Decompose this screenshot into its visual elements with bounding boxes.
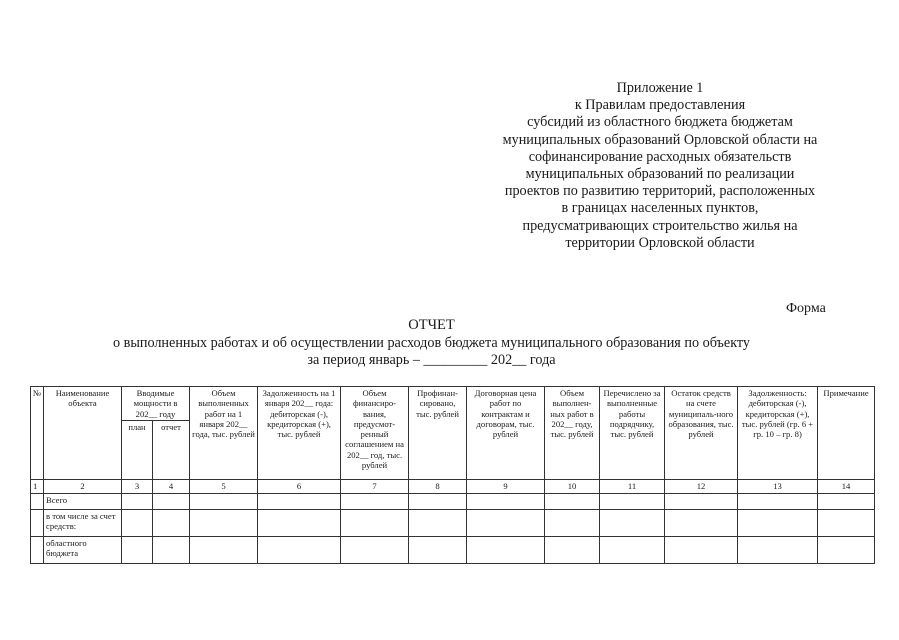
- appendix-line: к Правилам предоставления: [574, 97, 746, 114]
- appendix-line: проектов по развитию территорий, расположенных: [504, 183, 816, 200]
- column-number: 2: [44, 479, 122, 493]
- column-number: 3: [122, 479, 153, 493]
- header-actual: отчет: [153, 420, 190, 479]
- row-label-regional-budget: областного бюджета: [44, 536, 122, 563]
- table-cell: [665, 509, 738, 536]
- column-number: 9: [467, 479, 545, 493]
- column-number: 4: [153, 479, 190, 493]
- table-cell: [467, 509, 545, 536]
- report-table: [30, 386, 875, 564]
- report-period: за период январь – _________ 202__ года: [307, 352, 556, 368]
- appendix-header: [480, 80, 840, 252]
- table-cell: [738, 493, 818, 509]
- table-cell: [738, 509, 818, 536]
- table-cell: [818, 493, 875, 509]
- table-cell: [467, 493, 545, 509]
- column-number-row: [31, 479, 875, 493]
- table-cell: [818, 536, 875, 563]
- appendix-line: предусматривающих строительство жилья на: [522, 217, 798, 234]
- table-cell: [258, 493, 341, 509]
- header-transferred: Перечислено за выполненные работы подрядчику, тыс. рублей: [600, 387, 665, 480]
- table-row: [31, 493, 875, 509]
- header-balance: Остаток средств на счете муниципаль-ного образования, тыс. рублей: [665, 387, 738, 480]
- header-capacity: Вводимые мощности в 202__ году: [122, 387, 190, 421]
- table-cell: [153, 536, 190, 563]
- column-number: 5: [190, 479, 258, 493]
- header-note: Примечание: [818, 387, 875, 480]
- header-fin-volume: Объем финансиро-вания, предусмот-ренный соглашением на 202__ год, тыс. рублей: [341, 387, 409, 480]
- table-cell: [153, 493, 190, 509]
- column-number: 8: [409, 479, 467, 493]
- table-cell: [818, 509, 875, 536]
- table-cell: [545, 493, 600, 509]
- column-number: 12: [665, 479, 738, 493]
- table-cell: [258, 536, 341, 563]
- table-cell: [341, 493, 409, 509]
- table-cell: [409, 493, 467, 509]
- table-cell: [122, 509, 153, 536]
- appendix-line: субсидий из областного бюджета бюджетам: [527, 114, 793, 131]
- table-cell: [738, 536, 818, 563]
- table-row: [31, 536, 875, 563]
- table-cell: [190, 509, 258, 536]
- header-prefinanced: Профинан-сировано, тыс. рублей: [409, 387, 467, 480]
- table-cell: [122, 493, 153, 509]
- table-cell: [122, 536, 153, 563]
- appendix-line: софинансирование расходных обязательств: [528, 148, 792, 165]
- table-cell: [467, 536, 545, 563]
- table-cell: [600, 536, 665, 563]
- row-label-total: Всего: [44, 493, 122, 509]
- appendix-line: территории Орловской области: [565, 234, 755, 251]
- table-cell: [31, 536, 44, 563]
- report-title: ОТЧЕТ: [408, 317, 455, 333]
- column-number: 14: [818, 479, 875, 493]
- table-cell: [545, 509, 600, 536]
- header-contract-price: Договорная цена работ по контрактам и договорам, тыс. рублей: [467, 387, 545, 480]
- form-label: Форма: [786, 301, 826, 316]
- column-number: 10: [545, 479, 600, 493]
- table-cell: [190, 493, 258, 509]
- header-debt-total: Задолженность: дебиторская (-), кредиторская (+), тыс. рублей (гр. 6 + гр. 10 – гр. 8): [738, 387, 818, 480]
- appendix-line: Приложение 1: [616, 80, 704, 96]
- table-cell: [31, 509, 44, 536]
- appendix-line: в границах населенных пунктов,: [561, 200, 759, 217]
- table-cell: [31, 493, 44, 509]
- appendix-line: муниципальных образований Орловской области на: [502, 131, 818, 148]
- header-debt-jan: Задолженность на 1 января 202__ года: дебиторская (-), кредиторская (+), тыс. рублей: [258, 387, 341, 480]
- header-volume-done: Объем выполненных работ на 1 января 202__ года, тыс. рублей: [190, 387, 258, 480]
- table-cell: [258, 509, 341, 536]
- column-number: 11: [600, 479, 665, 493]
- report-subtitle: о выполненных работах и об осуществлении расходов бюджета муниципального образования по объекту: [112, 335, 751, 351]
- row-label-including: в том числе за счет средств:: [44, 509, 122, 536]
- table-cell: [665, 536, 738, 563]
- column-number: 1: [31, 479, 44, 493]
- header-name: Наименование объекта: [44, 387, 122, 480]
- header-row: [31, 387, 875, 421]
- table-cell: [600, 493, 665, 509]
- table-cell: [341, 509, 409, 536]
- table-cell: [409, 509, 467, 536]
- appendix-line: муниципальных образований по реализации: [525, 166, 795, 183]
- header-plan: план: [122, 420, 153, 479]
- column-number: 6: [258, 479, 341, 493]
- table-cell: [545, 536, 600, 563]
- table-cell: [665, 493, 738, 509]
- table-row: [31, 509, 875, 536]
- table-cell: [341, 536, 409, 563]
- table-cell: [409, 536, 467, 563]
- column-number: 7: [341, 479, 409, 493]
- header-no: №: [31, 387, 44, 480]
- table-cell: [153, 509, 190, 536]
- header-volume-year: Объем выполнен-ных работ в 202__ году, тыс. рублей: [545, 387, 600, 480]
- column-number: 13: [738, 479, 818, 493]
- table-cell: [190, 536, 258, 563]
- table-cell: [600, 509, 665, 536]
